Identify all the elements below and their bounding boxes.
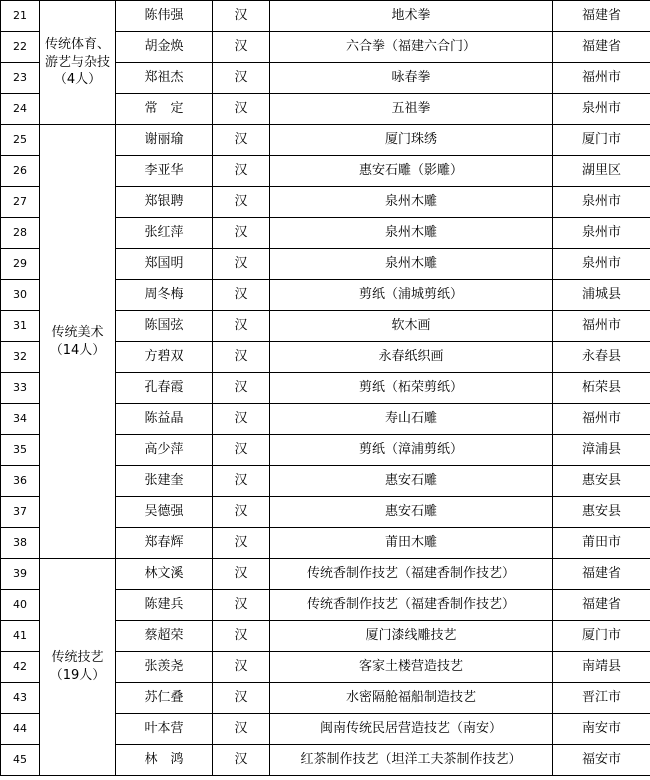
inheritor-name: 李亚华 [116,156,213,187]
row-number: 28 [1,218,40,249]
category-label-line1: 传统体育、 [44,37,110,53]
row-number: 30 [1,280,40,311]
inheritor-name: 苏仁叠 [116,683,213,714]
row-number: 45 [1,745,40,776]
category-label-line2: （14人） [49,342,106,358]
inheritor-name: 张红萍 [116,218,213,249]
inheritor-name: 高少萍 [116,435,213,466]
ethnicity: 汉 [213,311,270,342]
applying-region: 惠安县 [553,497,650,528]
inheritor-name: 陈建兵 [116,590,213,621]
row-number: 32 [1,342,40,373]
ethnicity: 汉 [213,683,270,714]
row-number: 43 [1,683,40,714]
applying-region: 泉州市 [553,218,650,249]
category-label-line1: 传统美术 [51,324,104,340]
project-name: 软木画 [270,311,553,342]
project-name: 惠安石雕 [270,466,553,497]
applying-region: 漳浦县 [553,435,650,466]
project-name: 厦门漆线雕技艺 [270,621,553,652]
row-number: 35 [1,435,40,466]
ethnicity: 汉 [213,466,270,497]
inheritor-name: 林文溪 [116,559,213,590]
ethnicity: 汉 [213,187,270,218]
table-row [1,1,650,32]
ethnicity: 汉 [213,497,270,528]
category-label-line1: 传统技艺 [51,650,104,666]
inheritor-name: 胡金焕 [116,32,213,63]
ethnicity: 汉 [213,63,270,94]
ethnicity: 汉 [213,280,270,311]
applying-region: 浦城县 [553,280,650,311]
ethnicity: 汉 [213,652,270,683]
ethnicity: 汉 [213,218,270,249]
applying-region: 湖里区 [553,156,650,187]
project-name: 传统香制作技艺（福建香制作技艺） [270,590,553,621]
project-name: 剪纸（浦城剪纸） [270,280,553,311]
ethnicity: 汉 [213,32,270,63]
inheritor-name: 林 鸿 [116,745,213,776]
project-name: 厦门珠绣 [270,125,553,156]
category-cell [40,1,116,125]
row-number: 44 [1,714,40,745]
applying-region: 泉州市 [553,249,650,280]
project-name: 客家土楼营造技艺 [270,652,553,683]
row-number: 34 [1,404,40,435]
inheritor-name: 陈益晶 [116,404,213,435]
row-number: 25 [1,125,40,156]
project-name: 永春纸织画 [270,342,553,373]
inheritor-name: 郑银聘 [116,187,213,218]
inheritor-name: 张建奎 [116,466,213,497]
applying-region: 柘荣县 [553,373,650,404]
applying-region: 厦门市 [553,621,650,652]
row-number: 21 [1,1,40,32]
ethnicity: 汉 [213,1,270,32]
applying-region: 厦门市 [553,125,650,156]
applying-region: 福州市 [553,404,650,435]
ethnicity: 汉 [213,94,270,125]
ethnicity: 汉 [213,125,270,156]
row-number: 24 [1,94,40,125]
inheritor-name: 周冬梅 [116,280,213,311]
row-number: 31 [1,311,40,342]
applying-region: 福建省 [553,590,650,621]
row-number: 22 [1,32,40,63]
table-row [1,559,650,590]
project-name: 咏春拳 [270,63,553,94]
applying-region: 福建省 [553,559,650,590]
inheritor-name: 蔡超荣 [116,621,213,652]
table-body [1,1,650,776]
inheritor-name: 张羡尧 [116,652,213,683]
project-name: 水密隔舱福船制造技艺 [270,683,553,714]
inheritor-name: 常 定 [116,94,213,125]
category-cell [40,125,116,559]
table-row [1,125,650,156]
applying-region: 福州市 [553,311,650,342]
project-name: 剪纸（漳浦剪纸） [270,435,553,466]
row-number: 33 [1,373,40,404]
row-number: 40 [1,590,40,621]
ethnicity: 汉 [213,745,270,776]
applying-region: 福建省 [553,1,650,32]
ethnicity: 汉 [213,590,270,621]
project-name: 六合拳（福建六合门） [270,32,553,63]
row-number: 42 [1,652,40,683]
applying-region: 福建省 [553,32,650,63]
ethnicity: 汉 [213,156,270,187]
row-number: 37 [1,497,40,528]
row-number: 23 [1,63,40,94]
inheritor-name: 谢丽瑜 [116,125,213,156]
project-name: 剪纸（柘荣剪纸） [270,373,553,404]
ethnicity: 汉 [213,435,270,466]
applying-region: 莆田市 [553,528,650,559]
inheritor-name: 郑祖杰 [116,63,213,94]
ethnicity: 汉 [213,404,270,435]
project-name: 传统香制作技艺（福建香制作技艺） [270,559,553,590]
applying-region: 惠安县 [553,466,650,497]
row-number: 41 [1,621,40,652]
inheritor-name: 叶本营 [116,714,213,745]
applying-region: 福安市 [553,745,650,776]
row-number: 27 [1,187,40,218]
project-name: 泉州木雕 [270,187,553,218]
project-name: 五祖拳 [270,94,553,125]
inheritor-name: 方碧双 [116,342,213,373]
ethnicity: 汉 [213,249,270,280]
ethnicity: 汉 [213,373,270,404]
project-name: 惠安石雕（影雕） [270,156,553,187]
ethnicity: 汉 [213,342,270,373]
project-name: 泉州木雕 [270,218,553,249]
project-name: 红茶制作技艺（坦洋工夫茶制作技艺） [270,745,553,776]
inheritor-name: 陈国弦 [116,311,213,342]
applying-region: 南靖县 [553,652,650,683]
row-number: 26 [1,156,40,187]
ethnicity: 汉 [213,559,270,590]
inheritor-name: 郑国明 [116,249,213,280]
inheritor-name: 郑春辉 [116,528,213,559]
project-name: 寿山石雕 [270,404,553,435]
project-name: 莆田木雕 [270,528,553,559]
category-label-line2: （19人） [49,668,106,683]
applying-region: 福州市 [553,63,650,94]
ethnicity: 汉 [213,528,270,559]
row-number: 39 [1,559,40,590]
row-number: 29 [1,249,40,280]
category-cell [40,559,116,776]
inheritor-name: 陈伟强 [116,1,213,32]
row-number: 36 [1,466,40,497]
applying-region: 南安市 [553,714,650,745]
project-name: 惠安石雕 [270,497,553,528]
inheritor-name: 孔春霞 [116,373,213,404]
ethnicity: 汉 [213,621,270,652]
project-name: 闽南传统民居营造技艺（南安） [270,714,553,745]
applying-region: 泉州市 [553,187,650,218]
row-number: 38 [1,528,40,559]
applying-region: 泉州市 [553,94,650,125]
inheritor-name: 吴德强 [116,497,213,528]
applying-region: 晋江市 [553,683,650,714]
applying-region: 永春县 [553,342,650,373]
ethnicity: 汉 [213,714,270,745]
category-label-line2: 游艺与杂技 [44,54,110,70]
project-name: 泉州木雕 [270,249,553,280]
category-label-line3: （4人） [53,72,102,88]
project-name: 地术拳 [270,1,553,32]
